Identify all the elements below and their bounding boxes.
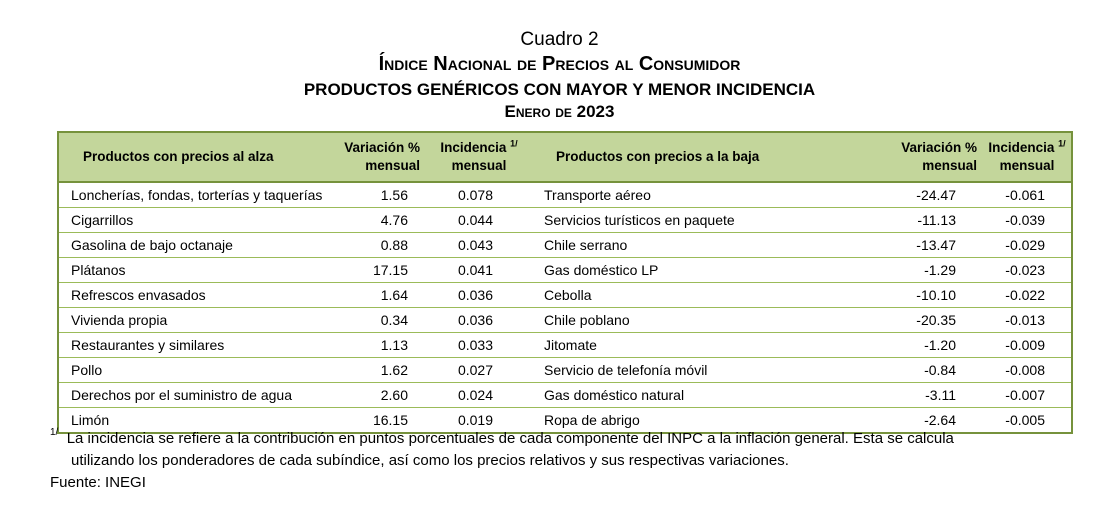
down-product-name: Chile poblano: [532, 308, 891, 333]
up-product-name: Gasolina de bajo octanaje: [58, 233, 338, 258]
up-variation-value: 4.76: [338, 208, 426, 233]
header-text: mensual: [922, 158, 977, 173]
cuadro-label: Cuadro 2: [520, 29, 599, 50]
down-incidence-value: -0.029: [983, 233, 1072, 258]
col-header-down-incidence: [983, 132, 1072, 182]
up-product-name: Plátanos: [58, 258, 338, 283]
down-incidence-value: -0.022: [983, 283, 1072, 308]
down-variation-value: -3.11: [891, 383, 983, 408]
footnote-text-1: La incidencia se refiere a la contribución en puntos porcentuales de cada componente del INPC a la inflación general. Esta se calcula: [66, 430, 954, 447]
header-text: Variación %: [901, 140, 977, 155]
down-product-name: Cebolla: [532, 283, 891, 308]
table-row: [58, 208, 1072, 233]
source-note: Fuente: INEGI: [50, 474, 146, 491]
col-header-up-incidence: [426, 132, 532, 182]
footnote-marker: 1/: [1058, 138, 1066, 149]
up-variation-value: 0.88: [338, 233, 426, 258]
up-variation-value: 16.15: [338, 408, 426, 434]
up-incidence-value: 0.041: [426, 258, 532, 283]
down-incidence-value: -0.039: [983, 208, 1072, 233]
incidence-table: [57, 131, 1073, 434]
down-product-name: Servicios turísticos en paquete: [532, 208, 891, 233]
table-row: [58, 182, 1072, 208]
up-product-name: Limón: [58, 408, 338, 434]
down-variation-value: -11.13: [891, 208, 983, 233]
period-label: Enero de 2023: [504, 102, 615, 121]
down-variation-value: -1.29: [891, 258, 983, 283]
table-header-row: [58, 132, 1072, 182]
header-text: mensual: [365, 158, 420, 173]
up-product-name: Restaurantes y similares: [58, 333, 338, 358]
col-header-up-variation: [338, 132, 426, 182]
header-text: mensual: [999, 158, 1055, 173]
table-row: [58, 308, 1072, 333]
down-incidence-value: -0.013: [983, 308, 1072, 333]
down-variation-value: -0.84: [891, 358, 983, 383]
table-row: [58, 258, 1072, 283]
up-incidence-value: 0.043: [426, 233, 532, 258]
down-variation-value: -10.10: [891, 283, 983, 308]
page-subtitle: PRODUCTOS GENÉRICOS CON MAYOR Y MENOR INCIDENCIA: [303, 80, 816, 99]
down-product-name: Jitomate: [532, 333, 891, 358]
up-product-name: Pollo: [58, 358, 338, 383]
down-incidence-value: -0.009: [983, 333, 1072, 358]
down-product-name: Ropa de abrigo: [532, 408, 891, 434]
down-product-name: Gas doméstico LP: [532, 258, 891, 283]
down-variation-value: -1.20: [891, 333, 983, 358]
up-incidence-value: 0.044: [426, 208, 532, 233]
table-row: [58, 233, 1072, 258]
table-titles: [0, 28, 1119, 122]
header-text: Incidencia: [440, 140, 507, 155]
down-product-name: Gas doméstico natural: [532, 383, 891, 408]
page-title: Índice Nacional de Precios al Consumidor: [378, 53, 741, 75]
down-product-name: Chile serrano: [532, 233, 891, 258]
up-variation-value: 1.56: [338, 182, 426, 208]
table-row: [58, 283, 1072, 308]
down-incidence-value: -0.008: [983, 358, 1072, 383]
up-product-name: Cigarrillos: [58, 208, 338, 233]
down-incidence-value: -0.007: [983, 383, 1072, 408]
header-text: Incidencia: [988, 140, 1055, 155]
footnote-line-1: [50, 428, 1110, 450]
footnote-marker: 1/: [50, 427, 59, 438]
down-incidence-value: -0.005: [983, 408, 1072, 434]
up-incidence-value: 0.019: [426, 408, 532, 434]
down-incidence-value: -0.061: [983, 182, 1072, 208]
footnote-marker: 1/: [510, 138, 518, 149]
down-variation-value: -13.47: [891, 233, 983, 258]
up-incidence-value: 0.027: [426, 358, 532, 383]
up-variation-value: 1.13: [338, 333, 426, 358]
up-incidence-value: 0.036: [426, 308, 532, 333]
up-variation-value: 0.34: [338, 308, 426, 333]
header-text: Variación %: [344, 140, 420, 155]
col-header-up-products: Productos con precios al alza: [58, 132, 338, 182]
up-incidence-value: 0.078: [426, 182, 532, 208]
down-variation-value: -24.47: [891, 182, 983, 208]
up-variation-value: 2.60: [338, 383, 426, 408]
table-row: [58, 358, 1072, 383]
up-variation-value: 17.15: [338, 258, 426, 283]
up-variation-value: 1.62: [338, 358, 426, 383]
table-row: [58, 383, 1072, 408]
down-product-name: Transporte aéreo: [532, 182, 891, 208]
up-product-name: Refrescos envasados: [58, 283, 338, 308]
down-product-name: Servicio de telefonía móvil: [532, 358, 891, 383]
up-incidence-value: 0.033: [426, 333, 532, 358]
up-incidence-value: 0.024: [426, 383, 532, 408]
up-incidence-value: 0.036: [426, 283, 532, 308]
down-variation-value: -2.64: [891, 408, 983, 434]
up-variation-value: 1.64: [338, 283, 426, 308]
up-product-name: Vivienda propia: [58, 308, 338, 333]
down-incidence-value: -0.023: [983, 258, 1072, 283]
col-header-down-variation: [891, 132, 983, 182]
up-product-name: Derechos por el suministro de agua: [58, 383, 338, 408]
table-row: [58, 333, 1072, 358]
col-header-down-products: Productos con precios a la baja: [532, 132, 891, 182]
table-body: [58, 182, 1072, 433]
footnote-text-2: utilizando los ponderadores de cada subíndice, así como los precios relativos y sus respectivas variaciones.: [71, 452, 789, 469]
header-text: mensual: [451, 158, 507, 173]
footnote: [50, 428, 1110, 472]
up-product-name: Loncherías, fondas, torterías y taquerías: [58, 182, 338, 208]
down-variation-value: -20.35: [891, 308, 983, 333]
